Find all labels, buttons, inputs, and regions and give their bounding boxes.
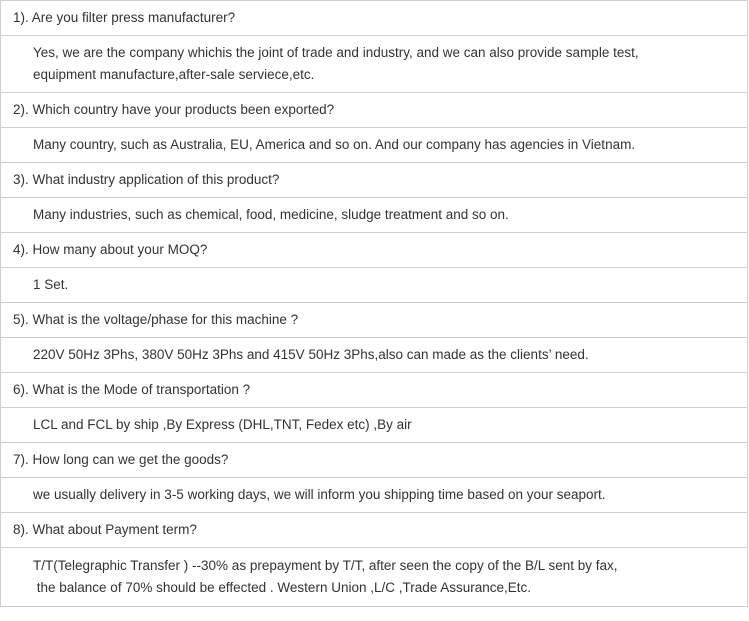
faq-answer-line: 1 Set. xyxy=(33,277,69,292)
faq-question-row xyxy=(1,233,748,268)
faq-answer-line: we usually delivery in 3-5 working days, we will inform you shipping time based on your seaport. xyxy=(33,487,606,502)
faq-answer xyxy=(1,408,748,443)
faq-answer-line: equipment manufacture,after-sale serviece,etc. xyxy=(33,67,315,82)
faq-answer xyxy=(1,36,748,93)
faq-question-row xyxy=(1,443,748,478)
faq-question: 8). What about Payment term? xyxy=(1,513,748,548)
faq-question-row xyxy=(1,1,748,36)
faq-answer-row xyxy=(1,36,748,93)
faq-answer-row xyxy=(1,548,748,607)
faq-question-row xyxy=(1,303,748,338)
faq-answer-line: the balance of 70% should be effected . Western Union ,L/C ,Trade Assurance,Etc. xyxy=(33,580,532,595)
faq-answer xyxy=(1,128,748,163)
faq-answer-line: T/T(Telegraphic Transfer ) --30% as prepayment by T/T, after seen the copy of the B/L sent by fax, xyxy=(33,558,618,573)
faq-question-row xyxy=(1,373,748,408)
faq-answer-row xyxy=(1,478,748,513)
faq-answer-row xyxy=(1,198,748,233)
faq-question: 4). How many about your MOQ? xyxy=(1,233,748,268)
faq-answer-row xyxy=(1,128,748,163)
faq-question-row xyxy=(1,513,748,548)
faq-question-row xyxy=(1,93,748,128)
faq-answer-row xyxy=(1,338,748,373)
faq-answer xyxy=(1,268,748,303)
faq-answer-row xyxy=(1,268,748,303)
faq-answer xyxy=(1,548,748,607)
faq-question: 5). What is the voltage/phase for this machine ? xyxy=(1,303,748,338)
faq-question-row xyxy=(1,163,748,198)
faq-question: 1). Are you filter press manufacturer? xyxy=(1,1,748,36)
faq-answer-line: LCL and FCL by ship ,By Express (DHL,TNT, Fedex etc) ,By air xyxy=(33,417,412,432)
faq-answer-line: 220V 50Hz 3Phs, 380V 50Hz 3Phs and 415V 50Hz 3Phs,also can made as the clients’ need. xyxy=(33,347,589,362)
faq-question: 6). What is the Mode of transportation ? xyxy=(1,373,748,408)
faq-answer-row xyxy=(1,408,748,443)
faq-question: 2). Which country have your products been exported? xyxy=(1,93,748,128)
faq-answer-line: Many industries, such as chemical, food, medicine, sludge treatment and so on. xyxy=(33,207,509,222)
faq-answer xyxy=(1,478,748,513)
faq-answer-line: Many country, such as Australia, EU, America and so on. And our company has agencies in Vietnam. xyxy=(33,137,636,152)
faq-question: 7). How long can we get the goods? xyxy=(1,443,748,478)
faq-answer-line: Yes, we are the company whichis the joint of trade and industry, and we can also provide sample test, xyxy=(33,45,639,60)
faq-question: 3). What industry application of this product? xyxy=(1,163,748,198)
faq-answer xyxy=(1,198,748,233)
faq-answer xyxy=(1,338,748,373)
